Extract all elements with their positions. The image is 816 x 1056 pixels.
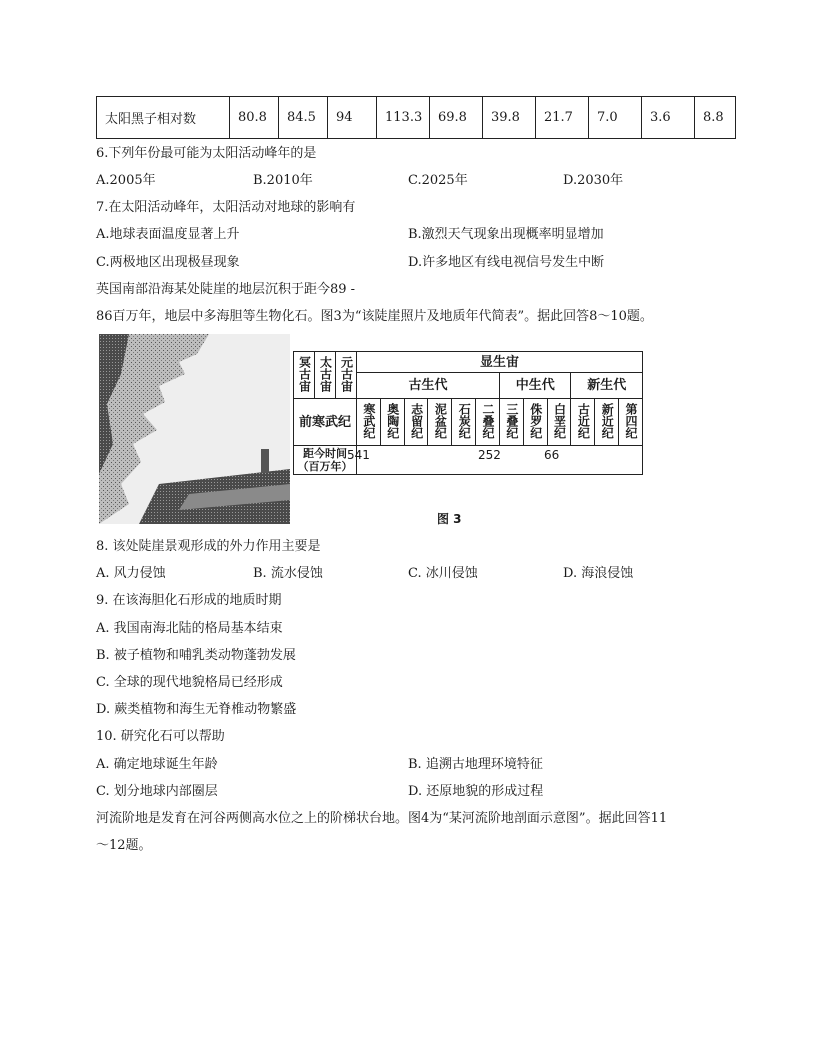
table-cell: 80.8 — [230, 97, 279, 139]
question-10-stem: 10. 研究化石可以帮助 — [96, 729, 225, 744]
period-triassic: 三叠纪 — [499, 399, 523, 446]
question-6-option-a: A.2005年 — [96, 173, 156, 188]
cliff-photo — [99, 334, 290, 524]
question-6-option-c: C.2025年 — [408, 173, 468, 188]
question-9-option-c: C. 全球的现代地貌格局已经形成 — [96, 675, 283, 690]
eon-archean: 太古宙 — [315, 352, 336, 399]
question-7-stem: 7.在太阳活动峰年，太阳活动对地球的影响有 — [96, 200, 356, 215]
time-label-line2: （百万年） — [297, 460, 353, 473]
period-ordovician: 奥陶纪 — [380, 399, 404, 446]
intro-8-10-line2: 86百万年，地层中多海胆等生物化石。图3为“该陡崖照片及地质年代简表”。据此回答8～10题。 — [96, 309, 653, 324]
question-6-option-b: B.2010年 — [253, 173, 313, 188]
era-cenozoic: 新生代 — [571, 373, 643, 399]
time-252: 252 — [478, 448, 501, 462]
period-quaternary: 第四纪 — [619, 399, 643, 446]
table-cell: 8.8 — [695, 97, 736, 139]
table-cell: 21.7 — [536, 97, 589, 139]
time-label-line1: 距今时间 — [303, 447, 347, 460]
table-cell: 84.5 — [279, 97, 328, 139]
precambrian-label: 前寒武纪 — [294, 399, 357, 446]
eon-hadean: 冥古宙 — [294, 352, 315, 399]
sunspot-table — [96, 96, 736, 139]
question-8-option-d: D. 海浪侵蚀 — [563, 566, 634, 581]
table-cell: 7.0 — [589, 97, 642, 139]
period-cretaceous: 白垩纪 — [547, 399, 571, 446]
question-9-option-d: D. 蕨类植物和海生无脊椎动物繁盛 — [96, 702, 297, 717]
question-8-option-b: B. 流水侵蚀 — [253, 566, 323, 581]
time-66: 66 — [544, 448, 560, 462]
question-10-option-d: D. 还原地貌的形成过程 — [408, 784, 544, 799]
table-cell: 113.3 — [377, 97, 430, 139]
intro-8-10-line1: 英国南部沿海某处陡崖的地层沉积于距今89 - — [96, 282, 356, 297]
question-9-option-a: A. 我国南海北陆的格局基本结束 — [96, 621, 283, 636]
era-mesozoic: 中生代 — [499, 373, 570, 399]
era-paleozoic: 古生代 — [357, 373, 500, 399]
question-9-option-b: B. 被子植物和哺乳类动物蓬勃发展 — [96, 648, 296, 663]
figure-3-caption: 图 3 — [437, 512, 462, 526]
table-cell: 69.8 — [430, 97, 483, 139]
question-6-option-d: D.2030年 — [563, 173, 624, 188]
question-10-option-b: B. 追溯古地理环境特征 — [408, 757, 543, 772]
period-carboniferous: 石炭纪 — [452, 399, 476, 446]
period-silurian: 志留纪 — [404, 399, 428, 446]
table-row — [97, 97, 736, 139]
table-cell: 3.6 — [642, 97, 695, 139]
question-10-option-a: A. 确定地球诞生年龄 — [96, 757, 218, 772]
question-8-option-a: A. 风力侵蚀 — [96, 566, 166, 581]
period-jurassic: 侏罗纪 — [523, 399, 547, 446]
eon-proterozoic: 元古宙 — [336, 352, 357, 399]
intro-11-12-line2: ～12题。 — [96, 838, 152, 853]
table-cell: 94 — [328, 97, 377, 139]
period-cambrian: 寒武纪 — [357, 399, 381, 446]
time-axis — [347, 446, 643, 475]
question-10-option-c: C. 划分地球内部圈层 — [96, 784, 218, 799]
geologic-time-table — [293, 351, 643, 480]
period-devonian: 泥盆纪 — [428, 399, 452, 446]
question-7-option-a: A.地球表面温度显著上升 — [96, 227, 240, 242]
table-cell: 39.8 — [483, 97, 536, 139]
question-6-stem: 6.下列年份最可能为太阳活动峰年的是 — [96, 146, 317, 161]
time-541: 541 — [347, 448, 370, 462]
question-8-stem: 8. 该处陡崖景观形成的外力作用主要是 — [96, 539, 321, 554]
question-9-stem: 9. 在该海胆化石形成的地质时期 — [96, 593, 282, 608]
period-neogene: 新近纪 — [595, 399, 619, 446]
period-permian: 二叠纪 — [476, 399, 500, 446]
period-paleogene: 古近纪 — [571, 399, 595, 446]
intro-11-12-line1: 河流阶地是发育在河谷两侧高水位之上的阶梯状台地。图4为“某河流阶地剖面示意图”。据此回答11 — [96, 811, 668, 826]
question-8-option-c: C. 冰川侵蚀 — [408, 566, 478, 581]
question-7-option-b: B.激烈天气现象出现概率明显增加 — [408, 227, 604, 242]
eon-phanerozoic: 显生宙 — [357, 352, 643, 373]
question-7-option-d: D.许多地区有线电视信号发生中断 — [408, 255, 605, 270]
table-row-label: 太阳黑子相对数 — [97, 97, 230, 139]
question-7-option-c: C.两极地区出现极昼现象 — [96, 255, 240, 270]
